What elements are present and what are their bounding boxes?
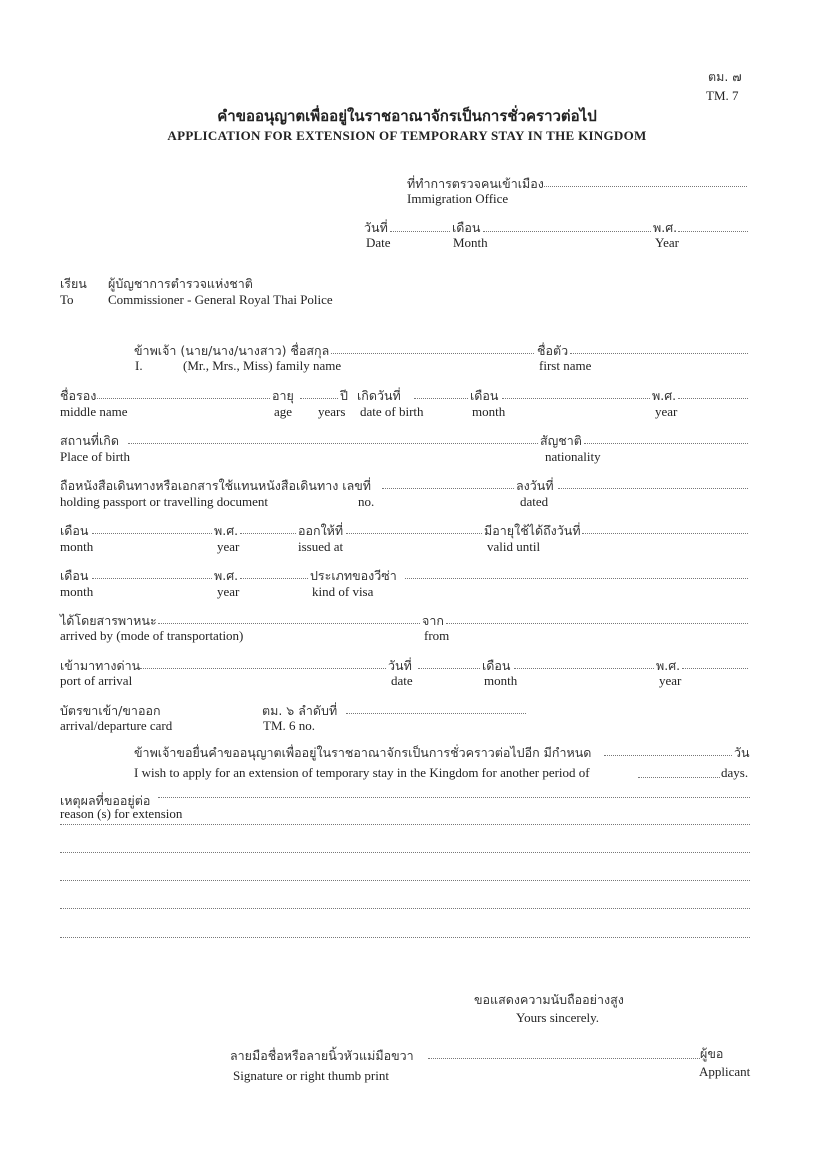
arrival-year-th: พ.ศ. (656, 658, 681, 673)
nationality-en: nationality (545, 449, 601, 464)
signature-field[interactable] (428, 1058, 700, 1059)
applicant-th: ผู้ขอ (700, 1046, 724, 1061)
middle-name-en: middle name (60, 404, 128, 419)
reason-line-5[interactable] (60, 908, 750, 909)
reason-th: เหตุผลที่ขออยู่ต่อ (60, 793, 151, 808)
date-year-th: พ.ศ. (653, 220, 678, 235)
passport-dated-th: ลงวันที่ (516, 478, 554, 493)
arrival-month-field[interactable] (514, 668, 654, 669)
family-name-field[interactable] (331, 353, 534, 354)
passport-no-field[interactable] (382, 488, 514, 489)
visa-kind-en: kind of visa (312, 584, 374, 599)
reason-en: reason (s) for extension (60, 806, 183, 821)
age-th: อายุ (272, 388, 294, 403)
request-th: ข้าพเจ้าขอยื่นคำขออนุญาตเพื่ออยู่ในราชอาณาจักรเป็นการชั่วคราวต่อไปอีก มีกำหนด (134, 745, 592, 760)
closing-th: ขอแสดงความนับถืออย่างสูง (474, 992, 624, 1007)
visa-year-en: year (217, 584, 240, 599)
request-en: I wish to apply for an extension of temporary stay in the Kingdom for another period of (134, 765, 590, 780)
arrival-date-en: date (391, 673, 413, 688)
from-field[interactable] (446, 623, 748, 624)
arrival-date-th: วันที่ (388, 658, 412, 673)
reason-line-3[interactable] (60, 852, 750, 853)
arrival-year-en: year (659, 673, 682, 688)
visa-kind-th: ประเภทของวีซ่า (310, 568, 397, 583)
date-year-field[interactable] (678, 231, 748, 232)
visa-year-th: พ.ศ. (214, 568, 239, 583)
signature-th: ลายมือชื่อหรือลายนิ้วหัวแม่มือขวา (230, 1048, 414, 1063)
visa-year-field[interactable] (240, 578, 308, 579)
port-th: เข้ามาทางด่าน (60, 658, 141, 673)
dob-month-th: เดือน (470, 388, 499, 403)
valid-until-th: มีอายุใช้ได้ถึงวันที่ (484, 523, 581, 538)
issue-year-en: year (217, 539, 240, 554)
transport-en: arrived by (mode of transportation) (60, 628, 244, 643)
age-field[interactable] (300, 398, 338, 399)
from-th: จาก (422, 613, 444, 628)
office-field[interactable] (544, 186, 747, 187)
family-name-th: ข้าพเจ้า (นาย/นาง/นางสาว) ชื่อสกุล (134, 343, 330, 358)
arrival-month-en: month (484, 673, 518, 688)
tm6-no-field[interactable] (346, 713, 526, 714)
first-name-en: first name (539, 358, 592, 373)
age-en: age (274, 404, 293, 419)
arrival-month-th: เดือน (482, 658, 511, 673)
date-month-en: Month (453, 235, 488, 250)
form-code-en: TM. 7 (706, 88, 739, 103)
dob-day-field[interactable] (414, 398, 468, 399)
office-label-en: Immigration Office (407, 191, 509, 206)
issue-month-en: month (60, 539, 94, 554)
issue-year-field[interactable] (240, 533, 296, 534)
visa-month-en: month (60, 584, 94, 599)
passport-no-en: no. (358, 494, 375, 509)
issued-at-th: ออกให้ที่ (298, 523, 344, 538)
office-label-th: ที่ทำการตรวจคนเข้าเมือง (407, 176, 544, 191)
passport-en: holding passport or travelling document (60, 494, 268, 509)
passport-th: ถือหนังสือเดินทางหรือเอกสารใช้แทนหนังสือเดินทาง เลขที่ (60, 478, 372, 493)
request-period-th-field[interactable] (604, 755, 732, 756)
visa-kind-field[interactable] (405, 578, 748, 579)
issued-at-en: issued at (298, 539, 344, 554)
tm6-th: ตม. ๖ ลำดับที่ (262, 703, 338, 718)
years-th: ปี (340, 388, 348, 403)
card-th: บัตรขาเข้า/ขาออก (60, 703, 161, 718)
to-label-en: To (60, 292, 74, 307)
first-name-th: ชื่อตัว (537, 343, 569, 358)
applicant-en: Applicant (699, 1064, 751, 1079)
issue-year-th: พ.ศ. (214, 523, 239, 538)
request-days-en: days. (721, 765, 749, 780)
date-month-th: เดือน (452, 220, 481, 235)
visa-month-th: เดือน (60, 568, 89, 583)
reason-line-6[interactable] (60, 937, 750, 938)
nationality-field[interactable] (584, 443, 748, 444)
date-day-th: วันที่ (364, 220, 388, 235)
place-of-birth-field[interactable] (128, 443, 538, 444)
issued-at-field[interactable] (346, 533, 482, 534)
valid-until-field[interactable] (582, 533, 748, 534)
valid-until-en: valid until (487, 539, 541, 554)
visa-month-field[interactable] (92, 578, 212, 579)
signature-en: Signature or right thumb print (233, 1068, 389, 1083)
family-name-en: (Mr., Mrs., Miss) family name (183, 358, 342, 373)
date-year-en: Year (655, 235, 679, 250)
port-en: port of arrival (60, 673, 133, 688)
middle-name-th: ชื่อรอง (60, 388, 97, 403)
to-label-th: เรียน (60, 276, 87, 291)
request-period-en-field[interactable] (638, 777, 720, 778)
to-value-en: Commissioner - General Royal Thai Police (108, 292, 333, 307)
port-field[interactable] (140, 668, 386, 669)
request-days-th: วัน (734, 745, 750, 760)
dob-year-en: year (655, 404, 678, 419)
middle-name-field[interactable] (94, 398, 270, 399)
from-en: from (424, 628, 450, 643)
dob-en: date of birth (360, 404, 424, 419)
title-thai: คำขออนุญาตเพื่ออยู่ในราชอาณาจักรเป็นการชั่วคราวต่อไป (217, 107, 597, 125)
pronoun-i: I. (135, 358, 143, 373)
arrival-year-field[interactable] (682, 668, 748, 669)
years-en: years (318, 404, 346, 419)
place-of-birth-th: สถานที่เกิด (60, 433, 119, 448)
closing-en: Yours sincerely. (516, 1010, 600, 1025)
transport-th: ได้โดยสารพาหนะ (60, 613, 157, 628)
passport-dated-field[interactable] (558, 488, 748, 489)
transport-field[interactable] (158, 623, 420, 624)
dob-year-field[interactable] (678, 398, 748, 399)
date-month-field[interactable] (483, 231, 651, 232)
to-value-th: ผู้บัญชาการตำรวจแห่งชาติ (108, 276, 253, 291)
tm6-en: TM. 6 no. (263, 718, 315, 733)
nationality-th: สัญชาติ (540, 433, 582, 448)
reason-line-2[interactable] (60, 824, 750, 825)
first-name-field[interactable] (570, 353, 748, 354)
arrival-day-field[interactable] (418, 668, 480, 669)
dob-month-en: month (472, 404, 506, 419)
title-english: APPLICATION FOR EXTENSION OF TEMPORARY STAY IN THE KINGDOM (167, 128, 647, 143)
dob-year-th: พ.ศ. (652, 388, 677, 403)
form-code-th: ตม. ๗ (708, 69, 742, 84)
reason-line-4[interactable] (60, 880, 750, 881)
reason-line-1[interactable] (158, 797, 750, 798)
issue-month-field[interactable] (92, 533, 212, 534)
place-of-birth-en: Place of birth (60, 449, 131, 464)
issue-month-th: เดือน (60, 523, 89, 538)
passport-dated-en: dated (520, 494, 549, 509)
dob-month-field[interactable] (502, 398, 650, 399)
date-day-en: Date (366, 235, 391, 250)
dob-th: เกิดวันที่ (357, 388, 401, 403)
card-en: arrival/departure card (60, 718, 173, 733)
date-day-field[interactable] (390, 231, 450, 232)
